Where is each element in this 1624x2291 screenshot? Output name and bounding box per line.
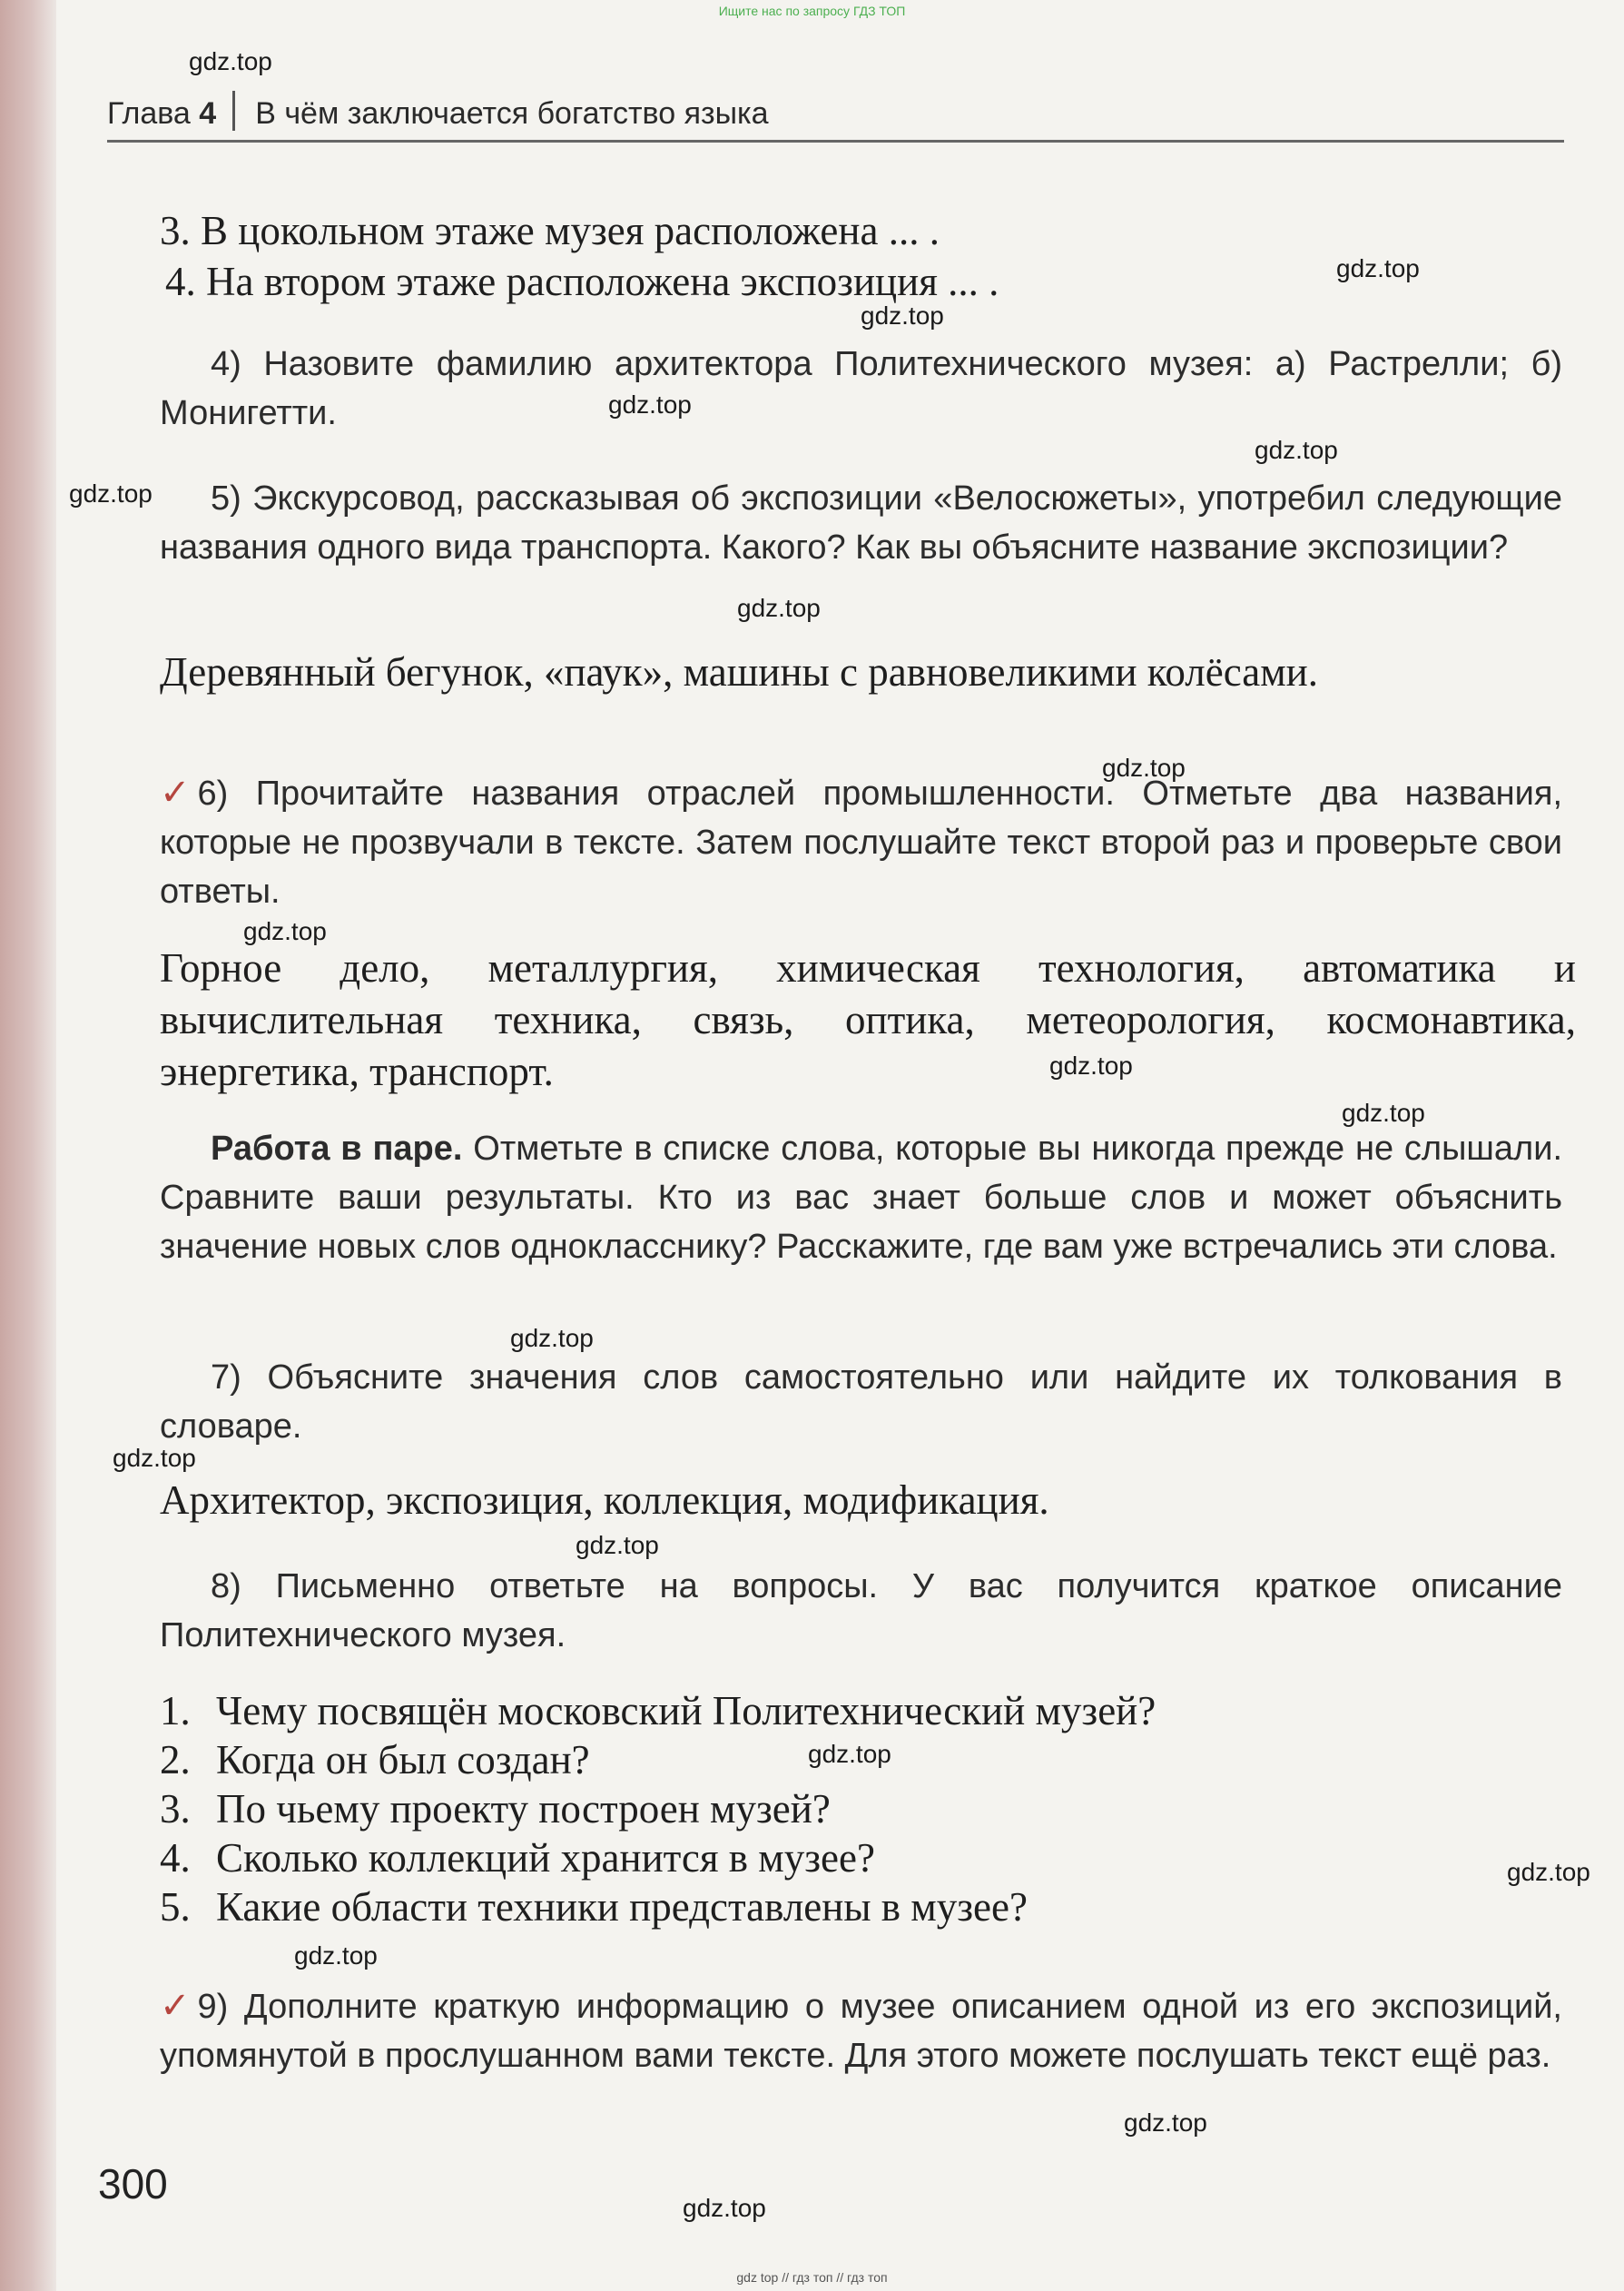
chapter-label: Глава [107, 96, 191, 131]
check-icon: ✓ [160, 773, 191, 813]
task-8: 8) Письменно ответьте на вопросы. У вас получится краткое описание Политехнического музея. [160, 1567, 1562, 1654]
pair-work-label: Работа в паре. [211, 1130, 463, 1168]
watermark: gdz.top [737, 594, 821, 622]
bottom-banner: gdz top // гдз топ // гдз топ [736, 2270, 888, 2285]
question-item [160, 1685, 1156, 1736]
pair-work-text: Отметьте в списке слова, которые вы никогда прежде не слышали. Сравните ваши результаты. Кто из вас знает больше слов и может объяснить значение новых слов однокласснику? Расскажите, где вам уже встречались эти слова. [160, 1130, 1562, 1266]
watermark: gdz.top [189, 47, 272, 75]
question-text: Сколько коллекций хранится в музее? [216, 1835, 875, 1881]
chapter-title: В чём заключается богатство языка [255, 96, 769, 131]
watermark: gdz.top [861, 301, 944, 330]
task-4: 4) Назовите фамилию архитектора Политехнического музея: а) Растрелли; б) Монигетти. [160, 345, 1562, 432]
transport-words: Деревянный бегунок, «паук», машины с равновеликими колёсами. [160, 649, 1319, 695]
task-5: 5) Экскурсовод, рассказывая об экспозиции «Велосюжеты», употребил следующие названия одного вида транспорта. Какого? Как вы объясните название экспозиции? [160, 479, 1562, 567]
question-number: 4. [160, 1835, 191, 1881]
watermark: gdz.top [69, 479, 153, 508]
question-number: 5. [160, 1884, 191, 1930]
watermark: gdz.top [510, 1324, 594, 1352]
question-item [160, 1832, 875, 1883]
header-divider [232, 91, 235, 131]
chapter-header [107, 91, 1564, 140]
watermark: gdz.top [243, 917, 327, 945]
watermark: gdz.top [294, 1941, 378, 1970]
page-edge-shadow [0, 0, 56, 2291]
task-6-text: 6) Прочитайте названия отраслей промышленности. Отметьте два названия, которые не прозвучали в тексте. Затем послушайте текст второй раз и проверьте свои ответы. [160, 775, 1562, 911]
watermark: gdz.top [1255, 436, 1338, 464]
task-7: 7) Объясните значения слов самостоятельно или найдите их толкования в словаре. [160, 1358, 1562, 1446]
top-banner: Ищите нас по запросу ГДЗ ТОП [718, 4, 906, 18]
words-list: Архитектор, экспозиция, коллекция, модификация. [160, 1477, 1049, 1523]
industries-list: Горное дело, металлургия, химическая технология, автоматика и вычислительная техника, связь, оптика, метеорология, космонавтика, энергетика, транспорт. [160, 945, 1576, 1094]
question-text: Когда он был создан? [216, 1737, 590, 1782]
question-text: Чему посвящён московский Политехнический музей? [216, 1688, 1156, 1733]
watermark: gdz.top [1124, 2108, 1207, 2137]
question-text: Какие области техники представлены в музее? [216, 1884, 1028, 1930]
check-icon: ✓ [160, 1986, 191, 2026]
list-item: 3. В цокольном этаже музея расположена ... . [160, 208, 940, 253]
list-item: 4. На втором этаже расположена экспозиция ... . [165, 259, 999, 304]
watermark: gdz.top [1507, 1858, 1590, 1886]
page-number: 300 [98, 2160, 168, 2207]
question-text: По чьему проекту построен музей? [216, 1786, 831, 1832]
question-item [160, 1734, 590, 1785]
pair-work [160, 1124, 1562, 1271]
watermark: gdz.top [576, 1531, 659, 1559]
watermark: gdz.top [608, 390, 692, 419]
task-9-text: 9) Дополните краткую информацию о музее описанием одной из его экспозиций, упомянутой в прослушанном вами тексте. Для этого можете послушать текст ещё раз. [160, 1988, 1562, 2075]
watermark: gdz.top [1336, 254, 1420, 282]
watermark: gdz.top [113, 1444, 196, 1472]
question-number: 2. [160, 1737, 191, 1782]
question-number: 3. [160, 1786, 191, 1832]
task-9 [160, 1981, 1562, 2080]
question-item [160, 1881, 1028, 1932]
watermark: gdz.top [683, 2194, 766, 2222]
chapter-number: 4 [199, 96, 217, 131]
task-6 [160, 768, 1562, 916]
question-number: 1. [160, 1688, 191, 1733]
watermark: gdz.top [1102, 754, 1186, 782]
watermark: gdz.top [1049, 1052, 1133, 1080]
header-rule [107, 140, 1564, 143]
question-item [160, 1783, 831, 1834]
watermark: gdz.top [1342, 1099, 1425, 1127]
watermark: gdz.top [808, 1740, 891, 1768]
